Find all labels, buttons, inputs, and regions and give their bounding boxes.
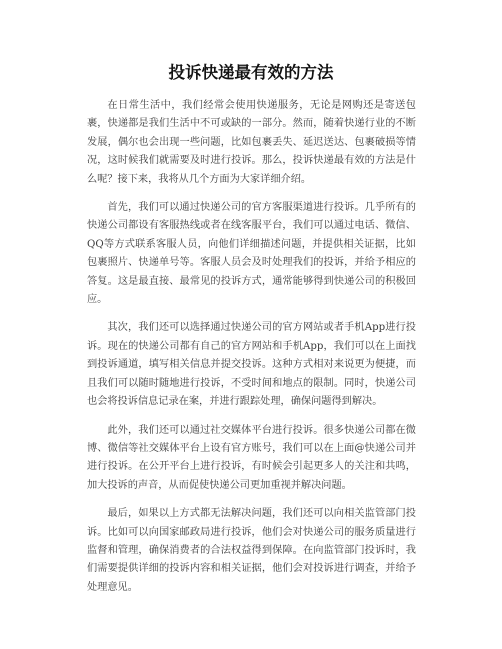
paragraph-intro: 在日常生活中，我们经常会使用快递服务，无论是网购还是寄送包裹，快递都是我们生活中不可或缺的一部分。然而，随着快递行业的不断发展，偶尔也会出现一些问题，比如包裹丢失、延迟送达、包裹破损等情况，这时候我们就需要及时进行投诉。那么，投诉快递最有效的方法是什么呢？接下来，我将从几个方面为大家详细介绍。 bbox=[87, 100, 416, 185]
document-title: 投诉快递最有效的方法 bbox=[168, 63, 334, 82]
paragraph-regulator: 最后，如果以上方式都无法解决问题，我们还可以向相关监管部门投诉。比如可以向国家邮政局进行投诉，他们会对快递公司的服务质量进行监督和管理，确保消费者的合法权益得到保障。在向监管部门投诉时，我们需要提供详细的投诉内容和相关证据，他们会对投诉进行调查，并给予处理意见。 bbox=[87, 508, 416, 593]
paragraph-social-media: 此外，我们还可以通过社交媒体平台进行投诉。很多快递公司都在微博、微信等社交媒体平台上设有官方账号，我们可以在上面@快递公司并进行投诉。在公开平台上进行投诉，有时候会引起更多人的关注和共鸣，加大投诉的声音，从而促使快递公司更加重视并解决问题。 bbox=[87, 424, 416, 491]
paragraph-website-app: 其次，我们还可以选择通过快递公司的官方网站或者手机App进行投诉。现在的快递公司都有自己的官方网站和手机App，我们可以在上面找到投诉通道，填写相关信息并提交投诉。这种方式相对来说更为便捷，而且我们可以随时随地进行投诉，不受时间和地点的限制。同时，快递公司也会将投诉信息记录在案，并进行跟踪处理，确保问题得到解决。 bbox=[87, 322, 416, 408]
paragraph-customer-service: 首先，我们可以通过快递公司的官方客服渠道进行投诉。几乎所有的快递公司都设有客服热线或者在线客服平台，我们可以通过电话、微信、QQ等方式联系客服人员，向他们详细描述问题，并提供相关证据，比如包裹照片、快递单号等。客服人员会及时处理我们的投诉，并给予相应的答复。这是最直接、最常见的投诉方式，通常能够得到快递公司的积极回应。 bbox=[87, 202, 416, 306]
document-body bbox=[87, 97, 416, 607]
